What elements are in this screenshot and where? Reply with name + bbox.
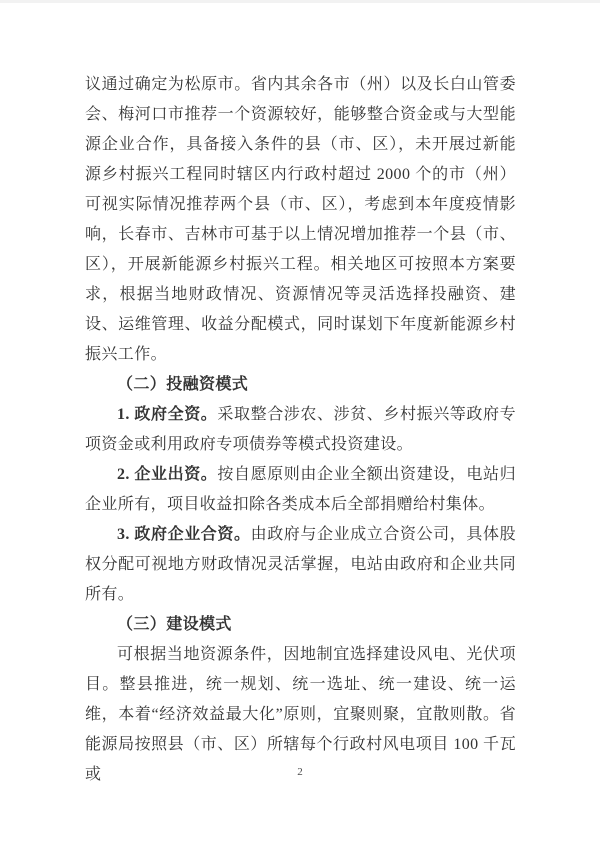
paragraph-joint-venture: [85, 520, 516, 610]
paragraph-lead: 3. 政府企业合资。: [117, 526, 251, 543]
paragraph-lead: 2. 企业出资。: [117, 466, 218, 483]
paragraph-government-full-funding: [85, 400, 516, 460]
section-heading-investment-financing-mode: （二）投融资模式: [117, 376, 249, 393]
paragraph-text: 按自愿原则由企业全额出资建设，电站归企业所有，项目收益扣除各类成本后全部捐赠给村集体。: [85, 466, 517, 513]
paragraph-text: 采取整合涉农、涉贫、乡村振兴等政府专项资金或利用政府专项债券等模式投资建设。: [85, 406, 517, 453]
paragraph-continuation: 议通过确定为松原市。省内其余各市（州）以及长白山管委会、梅河口市推荐一个资源较好，能够整合资金或与大型能源企业合作，具备接入条件的县（市、区），未开展过新能源乡村振兴工程同时辖区内行政村超过 2000 个的市（州）可视实际情况推荐两个县（市、区），考虑到本年度疫情影响，长春市、吉林市可基于以上情况增加推荐一个县（市、区），开展新能源乡村振兴工程。相关地区可按照本方案要求，根据当地财政情况、资源情况等灵活选择投融资、建设、运维管理、收益分配模式，同时谋划下年度新能源乡村振兴工作。: [85, 76, 516, 363]
paragraph-enterprise-funding: [85, 460, 516, 520]
page-number: 2: [297, 766, 303, 778]
document-body: [85, 70, 516, 790]
paragraph-text: 由政府与企业成立合资公司，具体股权分配可视地方财政情况灵活掌握，电站由政府和企业共同所有。: [85, 526, 516, 603]
paragraph-lead: 1. 政府全资。: [117, 406, 218, 423]
section-heading-construction-mode: （三）建设模式: [117, 616, 232, 633]
paragraph-construction-mode: 可根据当地资源条件，因地制宜选择建设风电、光伏项目。整县推进，统一规划、统一选址、统一建设、统一运维，本着“经济效益最大化”原则，宜聚则聚，宜散则散。省能源局按照县（市、区）所辖每个行政村风电项目 100 千瓦或: [85, 646, 516, 783]
scan-edge: [0, 0, 600, 3]
